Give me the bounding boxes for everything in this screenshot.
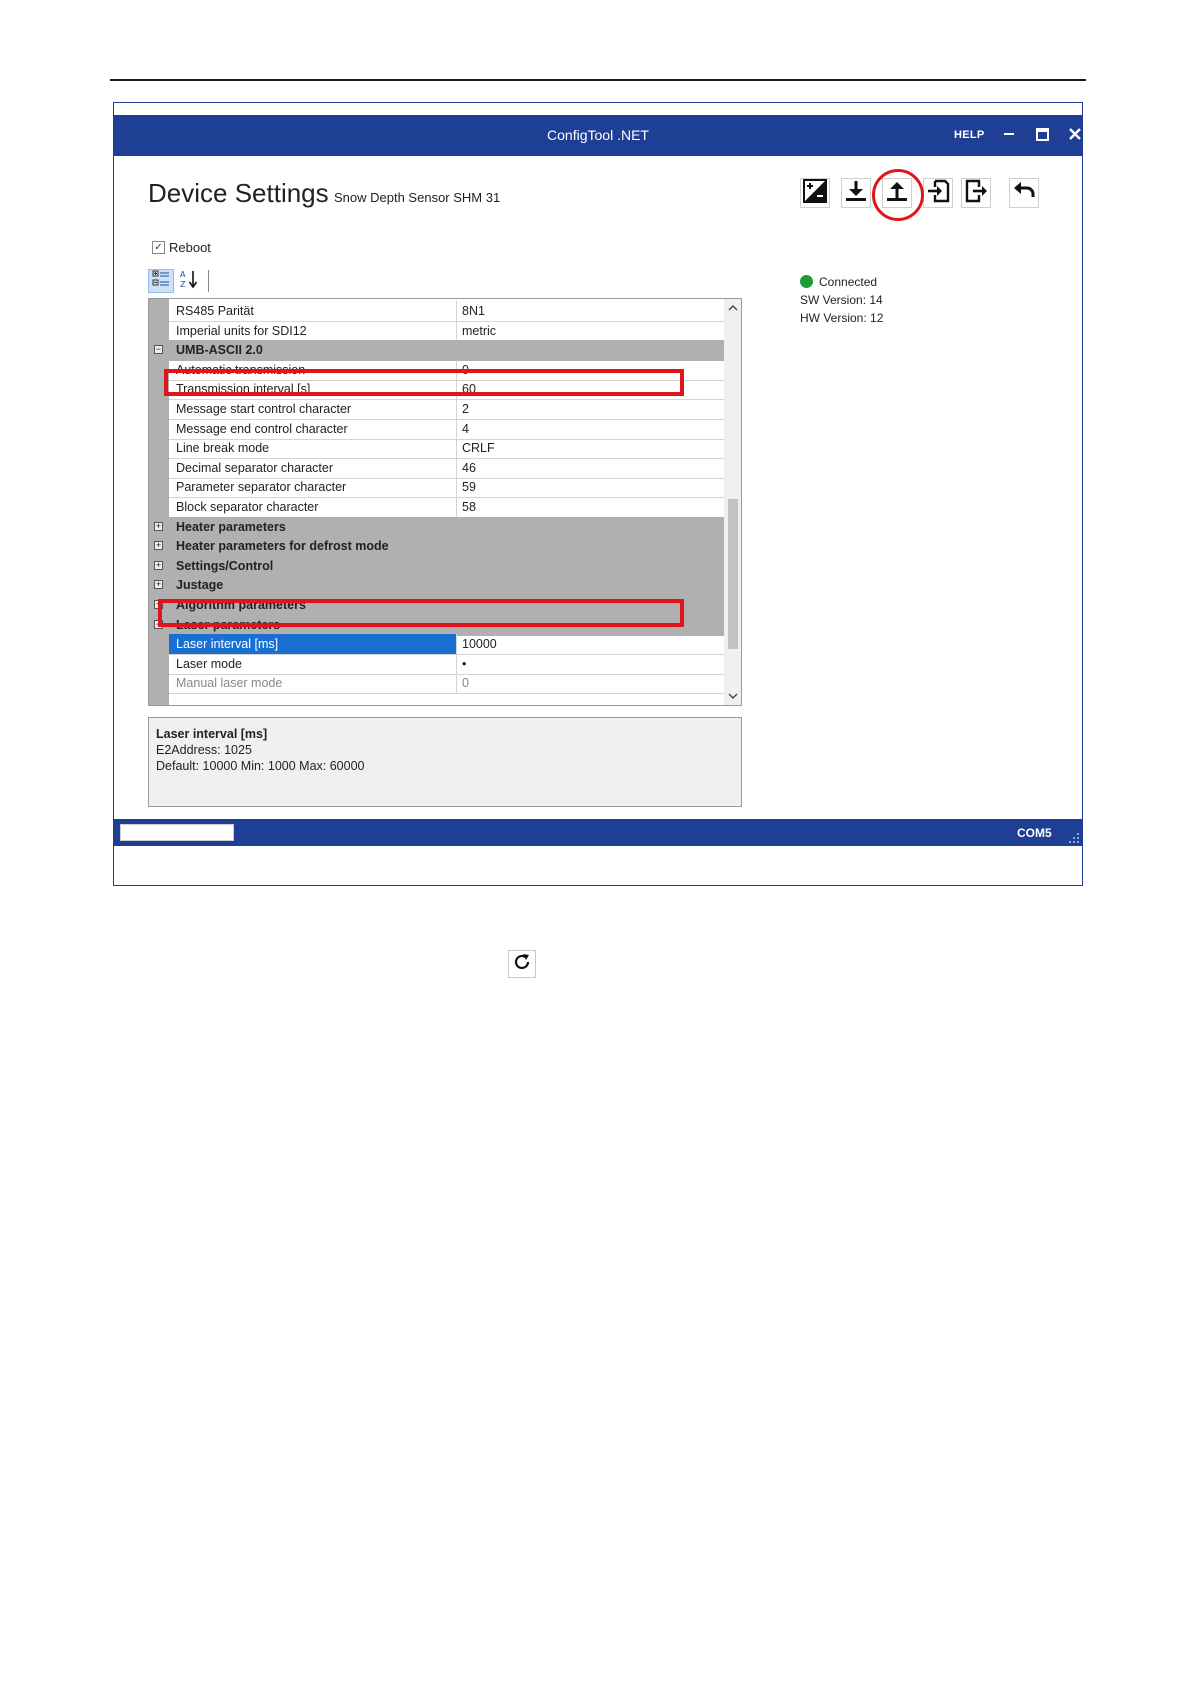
property-name: Algorithm parameters [176, 598, 306, 612]
resize-grip-icon[interactable] [1068, 831, 1080, 843]
property-name: Manual laser mode [176, 676, 283, 691]
close-icon[interactable] [1064, 123, 1086, 145]
help-button[interactable]: HELP [954, 129, 985, 141]
column-separator [456, 458, 457, 479]
property-name: Block separator character [176, 500, 319, 514]
description-address: E2Address: 1025 [156, 743, 252, 757]
app-window [113, 102, 1083, 886]
grid-row[interactable] [149, 673, 724, 694]
property-name: Transmission interval [s] [176, 382, 311, 397]
column-separator [456, 301, 457, 322]
download-button[interactable] [841, 178, 871, 208]
column-separator [456, 634, 457, 655]
expand-icon[interactable]: + [155, 520, 162, 531]
collapse-icon[interactable]: − [155, 344, 162, 355]
scroll-down-icon[interactable] [726, 689, 740, 703]
title-bar [114, 115, 1082, 156]
grid-row[interactable] [149, 477, 724, 498]
grid-row[interactable] [149, 634, 724, 655]
property-value[interactable]: 4 [462, 421, 469, 436]
property-name: Imperial units for SDI12 [176, 323, 307, 338]
property-name: Heater parameters [176, 519, 286, 534]
property-name: Automatic transmission [176, 362, 306, 377]
sort-az-icon [180, 269, 198, 294]
import-icon [926, 179, 950, 208]
column-separator [456, 497, 457, 518]
scroll-up-icon[interactable] [726, 301, 740, 315]
column-separator [456, 419, 457, 440]
grid-category[interactable] [149, 340, 724, 361]
edit-plus-button[interactable] [800, 178, 830, 208]
grid-row[interactable] [149, 654, 724, 675]
refresh-button[interactable] [508, 950, 536, 978]
grid-row[interactable] [149, 458, 724, 479]
grid-category[interactable] [149, 556, 724, 577]
upload-button[interactable] [882, 178, 912, 208]
property-value[interactable]: 0 [462, 362, 469, 377]
edit-plus-icon [803, 179, 827, 208]
property-name: Heater parameters for defrost mode [176, 539, 389, 554]
sw-version: SW Version: 14 [800, 293, 883, 307]
column-separator [456, 379, 457, 400]
property-name: UMB-ASCII 2.0 [176, 343, 263, 358]
grid-category[interactable] [149, 615, 724, 636]
property-grid [148, 298, 742, 706]
maximize-icon[interactable] [1031, 123, 1053, 145]
connected-indicator-icon [800, 275, 813, 288]
grid-toolbar [148, 269, 209, 293]
download-icon [844, 179, 868, 208]
connection-status [800, 273, 883, 327]
window-title: ConfigTool .NET [547, 127, 649, 143]
export-button[interactable] [961, 178, 991, 208]
page-title: Device Settings [148, 178, 329, 208]
grid-category[interactable] [149, 595, 724, 616]
property-name: RS485 Parität [176, 304, 254, 318]
collapse-icon[interactable]: − [155, 618, 162, 629]
description-limits: Default: 10000 Min: 1000 Max: 60000 [156, 759, 365, 773]
property-name: Parameter separator character [176, 480, 347, 495]
grid-row[interactable] [149, 438, 724, 459]
row-divider [169, 693, 724, 694]
column-separator [456, 654, 457, 675]
column-separator [456, 360, 457, 381]
property-value[interactable]: 59 [462, 480, 476, 495]
grid-row[interactable] [149, 419, 724, 440]
scroll-thumb[interactable] [728, 499, 738, 649]
property-name: Line break mode [176, 441, 270, 456]
grid-row[interactable] [149, 379, 724, 400]
property-name: Decimal separator character [176, 460, 334, 475]
property-value-editor[interactable]: 10000 [462, 637, 497, 652]
refresh-icon [512, 952, 532, 977]
column-separator [456, 477, 457, 498]
description-title: Laser interval [ms] [156, 727, 268, 741]
expand-icon[interactable]: + [155, 540, 162, 551]
export-icon [964, 179, 988, 208]
undo-button[interactable] [1009, 178, 1039, 208]
grid-row[interactable] [149, 301, 724, 322]
page-top-rule [110, 79, 1086, 81]
reboot-option[interactable] [152, 240, 211, 255]
column-separator [456, 399, 457, 420]
undo-icon [1012, 179, 1036, 208]
expand-icon[interactable]: + [155, 579, 162, 590]
connection-label: Connected [819, 275, 878, 289]
status-bar [114, 819, 1082, 846]
property-value[interactable]: 2 [462, 402, 469, 416]
property-name: Settings/Control [176, 558, 274, 573]
column-separator [456, 673, 457, 694]
property-name: Justage [176, 578, 224, 593]
status-field [120, 824, 234, 841]
grid-category[interactable] [149, 536, 724, 557]
grid-category[interactable] [149, 517, 724, 538]
property-name: Laser mode [176, 656, 243, 671]
device-name: Snow Depth Sensor SHM 31 [334, 190, 501, 205]
categorized-icon [152, 270, 170, 293]
property-value[interactable]: 60 [462, 382, 476, 397]
grid-row[interactable] [149, 321, 724, 342]
property-name: Laser interval [ms] [176, 637, 279, 652]
expand-icon[interactable]: + [155, 599, 162, 609]
property-name: Message start control character [176, 402, 352, 416]
expand-icon[interactable]: + [155, 559, 162, 570]
grid-category[interactable] [149, 575, 724, 596]
categorized-view-button[interactable] [148, 269, 174, 293]
toolbar-separator [208, 270, 209, 292]
svg-text:Z: Z [180, 279, 186, 289]
property-value[interactable]: • [462, 656, 467, 671]
reboot-checkbox[interactable]: ✓ [152, 241, 165, 254]
property-value[interactable]: metric [462, 323, 497, 338]
minimize-icon[interactable] [998, 123, 1020, 145]
svg-text:A: A [180, 269, 186, 279]
port-label: COM5 [1017, 826, 1052, 840]
hw-version: HW Version: 12 [800, 311, 884, 325]
upload-icon [885, 179, 909, 208]
grid-row[interactable] [149, 399, 724, 420]
property-name: Laser parameters [176, 617, 281, 632]
grid-row[interactable] [149, 360, 724, 381]
property-value[interactable]: 0 [462, 676, 469, 691]
import-button[interactable] [923, 178, 953, 208]
property-description [148, 717, 742, 807]
column-separator [456, 438, 457, 459]
column-separator [456, 321, 457, 342]
grid-scrollbar[interactable] [724, 299, 742, 705]
property-name: Message end control character [176, 421, 348, 436]
property-value[interactable]: 8N1 [462, 304, 485, 318]
property-value[interactable]: 46 [462, 460, 476, 475]
property-value[interactable]: CRLF [462, 441, 495, 456]
alphabetical-view-button[interactable] [176, 269, 202, 293]
property-value[interactable]: 58 [462, 500, 476, 514]
grid-row[interactable] [149, 497, 724, 518]
reboot-label: Reboot [169, 240, 211, 255]
